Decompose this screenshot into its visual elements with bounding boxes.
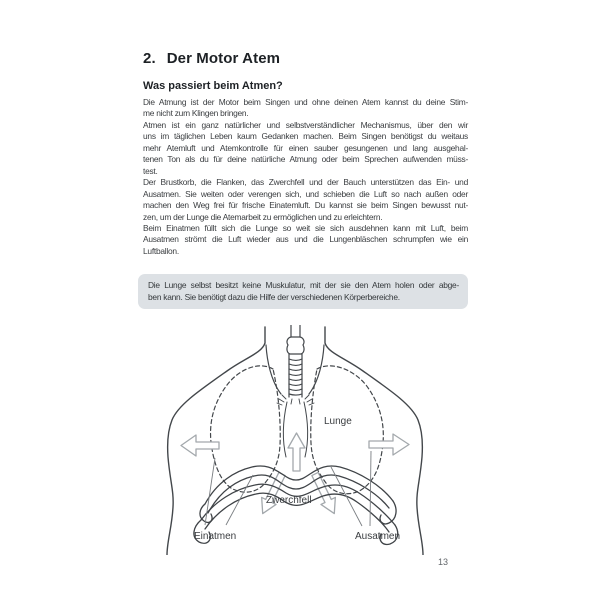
up-arrow-icon: [288, 433, 305, 471]
body-line: test.: [143, 165, 158, 176]
label-lunge: Lunge: [324, 416, 352, 427]
body-line: Die Atmung ist der Motor beim Singen und ohne deinen Atem kannst du deine Stim-: [143, 97, 468, 107]
body-text: [143, 97, 468, 257]
chapter-heading: [143, 50, 280, 67]
body-line: Ausatmen. Sie weiten oder verengen sich, und schieben die Luft so nach außen oder: [143, 188, 468, 199]
body-line: Beim Einatmen füllt sich die Lunge so weit sie sich ausdehnen kann mit Luft, beim: [143, 222, 468, 233]
body-line: machen den Weg frei für frische Einatemluft. Du kannst sie beim Singen bewusst nut-: [143, 200, 468, 211]
highlight-box-line: ben kann. Sie benötigt dazu die Hilfe der verschiedenen Körperbereiche.: [148, 291, 400, 302]
section-subheading: Was passiert beim Atmen?: [143, 80, 283, 92]
chapter-title: Der Motor Atem: [166, 50, 281, 67]
left-arrow-icon: [181, 435, 219, 456]
body-line: Der Brustkorb, die Flanken, das Zwerchfell und der Bauch unterstützen das Ein- und: [143, 177, 468, 188]
body-line: Luftballon.: [143, 245, 179, 256]
body-line: mehr Atemluft und Atemkontrolle für einen sauber gesungenen und lang ausgehal-: [143, 142, 468, 153]
chest-inlet-lines: [266, 345, 324, 394]
larynx: [287, 337, 304, 354]
label-einatmen: Einatmen: [194, 531, 237, 542]
left-lung: [211, 366, 281, 492]
body-line: Ausatmen strömt die Luft wieder aus und die Lungenbläschen schrumpfen wie ein: [143, 234, 468, 245]
label-ausatmen: Ausatmen: [355, 531, 401, 542]
body-line: Atmen ist ein ganz natürlicher und selbstverständlicher Mechanismus, über den wir: [143, 119, 468, 130]
label-pointer-lines: [205, 451, 371, 526]
breathing-diagram: [155, 325, 455, 555]
body-line: uns im täglichen Leben kaum Gedanken machen. Beim Singen benötigst du weitaus: [143, 131, 468, 142]
highlight-box: [138, 274, 468, 309]
trachea: [277, 325, 314, 405]
label-zwerchfell: Zwerchfell: [266, 495, 312, 506]
chapter-number: 2.: [143, 50, 156, 67]
highlight-box-line: Die Lunge selbst besitzt keine Muskulatur, mit der sie den Atem holen oder abge-: [148, 280, 459, 290]
right-arrow-icon: [369, 434, 409, 455]
body-line: zen, um der Lunge die Atemarbeit zu ermöglichen und zu erleichtern.: [143, 211, 383, 222]
body-line: tenen Ton als du für deine natürliche Atmung oder beim Sprechen aufwenden müss-: [143, 154, 468, 165]
page-number: 13: [438, 557, 449, 567]
body-line: me nicht zum Klingen bringen.: [143, 108, 249, 119]
right-lung: [311, 366, 384, 494]
